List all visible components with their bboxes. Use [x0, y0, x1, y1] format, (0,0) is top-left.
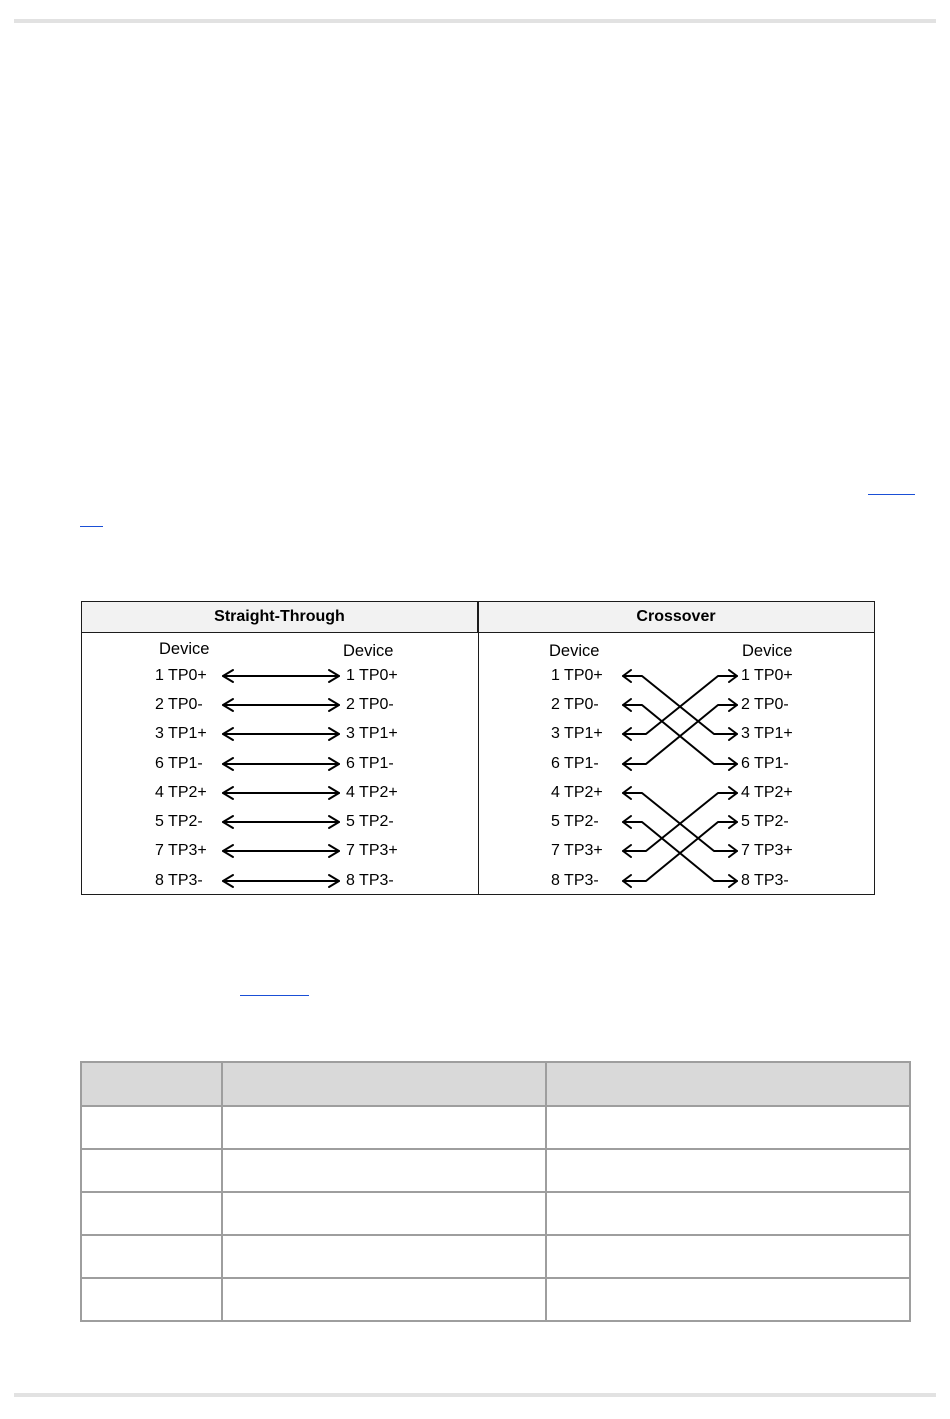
- straight-arrow-6: [223, 816, 339, 828]
- table-row: [81, 1106, 910, 1149]
- crossover-left-pin: 3 TP1+: [551, 725, 603, 742]
- straight-right-pin: 3 TP1+: [346, 725, 398, 742]
- table-cell: [222, 1149, 546, 1192]
- table-header-row: [81, 1062, 910, 1106]
- straight-arrow-3: [223, 728, 339, 740]
- straight-right-pin: 5 TP2-: [346, 813, 394, 830]
- table-cell: [81, 1192, 222, 1235]
- straight-right-pin: 2 TP0-: [346, 696, 394, 713]
- straight-right-device: Device: [343, 642, 394, 660]
- crossover-right-pin: 2 TP0-: [741, 696, 789, 713]
- straight-right-pin: 8 TP3-: [346, 872, 394, 889]
- table-cell: [546, 1192, 910, 1235]
- straight-right-pin: 4 TP2+: [346, 784, 398, 801]
- crossover-title: Crossover: [478, 602, 874, 633]
- table-cell: [222, 1278, 546, 1321]
- table-cell: [546, 1149, 910, 1192]
- straight-left-pin: 3 TP1+: [155, 725, 207, 742]
- table-row: [81, 1192, 910, 1235]
- table-row: [81, 1235, 910, 1278]
- wiring-diagram: [81, 601, 875, 895]
- crossover-left-device: Device: [549, 642, 600, 660]
- table-cell: [81, 1235, 222, 1278]
- pin-table: [80, 1061, 911, 1322]
- straight-right-pin: 1 TP0+: [346, 667, 398, 684]
- link-underline-1a[interactable]: [868, 494, 915, 495]
- straight-right-pin: 6 TP1-: [346, 755, 394, 772]
- table-header-cell: [81, 1062, 222, 1106]
- wiring-lines: [82, 602, 874, 894]
- crossover-left-pin: 6 TP1-: [551, 755, 599, 772]
- table-cell: [222, 1192, 546, 1235]
- straight-left-pin: 1 TP0+: [155, 667, 207, 684]
- crossover-left-pin: 1 TP0+: [551, 667, 603, 684]
- crossover-left-pin: 2 TP0-: [551, 696, 599, 713]
- crossover-right-pin: 5 TP2-: [741, 813, 789, 830]
- crossover-right-pin: 8 TP3-: [741, 872, 789, 889]
- crossover-left-pin: 4 TP2+: [551, 784, 603, 801]
- crossover-left-pin: 7 TP3+: [551, 842, 603, 859]
- straight-arrow-2: [223, 699, 339, 711]
- straight-left-pin: 4 TP2+: [155, 784, 207, 801]
- bottom-rule: [14, 1393, 936, 1397]
- table-cell: [222, 1235, 546, 1278]
- straight-arrow-8: [223, 875, 339, 887]
- crossover-left-pin: 5 TP2-: [551, 813, 599, 830]
- straight-left-pin: 2 TP0-: [155, 696, 203, 713]
- straight-arrow-5: [223, 787, 339, 799]
- straight-left-device: Device: [159, 640, 210, 658]
- crossover-right-pin: 4 TP2+: [741, 784, 793, 801]
- table-header-cell: [222, 1062, 546, 1106]
- straight-right-pin: 7 TP3+: [346, 842, 398, 859]
- straight-arrow-4: [223, 758, 339, 770]
- table-cell: [81, 1106, 222, 1149]
- straight-left-pin: 5 TP2-: [155, 813, 203, 830]
- straight-arrow-7: [223, 845, 339, 857]
- table-cell: [546, 1235, 910, 1278]
- crossover-right-pin: 6 TP1-: [741, 755, 789, 772]
- table-cell: [546, 1106, 910, 1149]
- straight-left-pin: 7 TP3+: [155, 842, 207, 859]
- straight-left-pin: 8 TP3-: [155, 872, 203, 889]
- table-cell: [81, 1149, 222, 1192]
- link-underline-1b[interactable]: [80, 526, 103, 527]
- crossover-right-pin: 3 TP1+: [741, 725, 793, 742]
- straight-arrow-1: [223, 670, 339, 682]
- table-cell: [81, 1278, 222, 1321]
- crossover-right-pin: 1 TP0+: [741, 667, 793, 684]
- table-row: [81, 1278, 910, 1321]
- top-rule: [14, 19, 936, 23]
- straight-left-pin: 6 TP1-: [155, 755, 203, 772]
- table-cell: [546, 1278, 910, 1321]
- table-header-cell: [546, 1062, 910, 1106]
- table-row: [81, 1149, 910, 1192]
- crossover-right-pin: 7 TP3+: [741, 842, 793, 859]
- crossover-right-device: Device: [742, 642, 793, 660]
- straight-through-title: Straight-Through: [82, 602, 478, 633]
- crossover-left-pin: 8 TP3-: [551, 872, 599, 889]
- link-underline-2[interactable]: [240, 995, 309, 996]
- table-cell: [222, 1106, 546, 1149]
